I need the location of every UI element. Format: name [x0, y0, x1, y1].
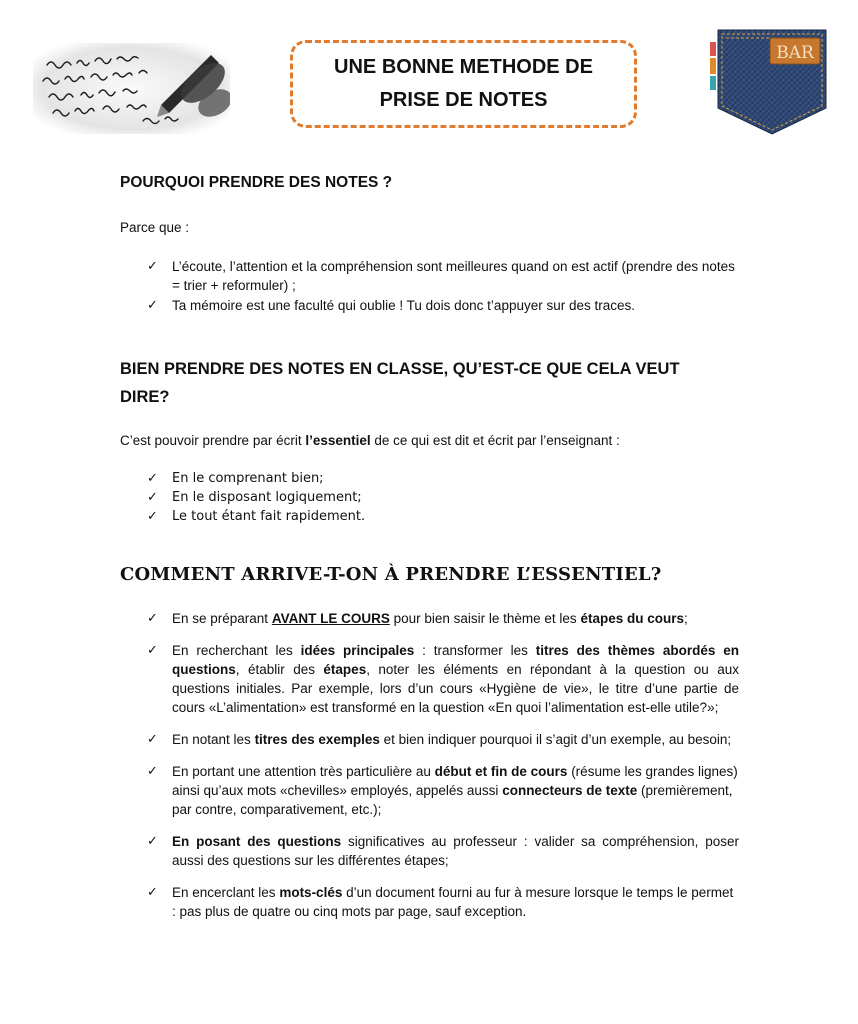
list-item	[147, 507, 739, 526]
handwriting-notes-image	[33, 43, 230, 134]
list-item	[147, 762, 739, 819]
list-item-text: En portant une attention très particulière au début et fin de cours (résume les grandes lignes) ainsi qu’aux mots «chevilles» employés, appelés aussi connecteurs de texte (premièrement, par contre, comparativement, etc.);	[172, 764, 738, 817]
list-item-text: En le disposant logiquement;	[172, 490, 362, 505]
list-item	[147, 257, 739, 295]
checkmark-icon: ✓	[147, 764, 158, 779]
list-item-text: En posant des questions significatives au professeur : valider sa compréhension, poser aussi des questions sur les différentes étapes;	[172, 834, 739, 868]
handwriting-illustration	[33, 43, 230, 134]
section2-heading-line1: BIEN PRENDRE DES NOTES EN CLASSE, QU’EST-CE QUE CELA VEUT	[120, 360, 680, 378]
list-item	[147, 730, 739, 749]
checkmark-icon: ✓	[147, 490, 158, 505]
checkmark-icon: ✓	[147, 298, 158, 313]
list-item	[147, 488, 739, 507]
list-item-text: Le tout étant fait rapidement.	[172, 509, 366, 524]
list-item	[147, 832, 739, 870]
intro-text: C’est pouvoir prendre par écrit	[120, 433, 306, 448]
section2-heading	[120, 355, 740, 411]
checkmark-icon: ✓	[147, 885, 158, 900]
list-item	[147, 469, 739, 488]
list-item-text: En le comprenant bien;	[172, 471, 324, 486]
list-item-text: En notant les titres des exemples et bien indiquer pourquoi il s’agit d’un exemple, au besoin;	[172, 732, 732, 747]
list-item-text: En se préparant AVANT LE COURS pour bien saisir le thème et les étapes du cours;	[172, 611, 688, 626]
section1-heading: POURQUOI PRENDRE DES NOTES ?	[120, 174, 393, 191]
section3-list	[147, 609, 739, 921]
section1-list	[147, 257, 739, 315]
checkmark-icon: ✓	[147, 509, 158, 524]
list-item	[147, 641, 739, 717]
list-item	[147, 296, 739, 315]
title-line-2: PRISE DE NOTES	[379, 89, 548, 111]
checkmark-icon: ✓	[147, 259, 158, 274]
denim-pocket-illustration	[710, 28, 828, 136]
list-item	[147, 883, 739, 921]
list-item	[147, 609, 739, 628]
pocket-label: BAR	[776, 43, 814, 63]
list-item-text: En encerclant les mots-clés d’un document fourni au fur à mesure lorsque le temps le permet : pas plus de quatre ou cinq mots par page, sauf exception.	[172, 885, 734, 919]
title-box	[290, 40, 637, 128]
list-item-text: Ta mémoire est une faculté qui oublie ! Tu dois donc t’appuyer sur des traces.	[172, 298, 636, 313]
denim-pocket-image	[710, 28, 828, 136]
checkmark-icon: ✓	[147, 471, 158, 486]
section2-list	[147, 469, 739, 526]
intro-emphasis: l’essentiel	[305, 433, 371, 448]
section1-intro: Parce que :	[120, 220, 190, 235]
list-item-text: L’écoute, l’attention et la compréhension sont meilleures quand on est actif (prendre des notes = trier + reformuler) ;	[172, 259, 735, 293]
checkmark-icon: ✓	[147, 611, 158, 626]
section3-heading: COMMENT ARRIVE-T-ON À PRENDRE L’ESSENTIEL?	[120, 564, 662, 585]
section2-intro	[120, 433, 620, 448]
checkmark-icon: ✓	[147, 732, 158, 747]
checkmark-icon: ✓	[147, 834, 158, 849]
intro-text: de ce qui est dit et écrit par l’enseignant :	[370, 433, 620, 448]
checkmark-icon: ✓	[147, 643, 158, 658]
section2-heading-line2: DIRE?	[120, 388, 170, 406]
list-item-text: En recherchant les idées principales : transformer les titres des thèmes abordés en questions, établir des étapes, noter les éléments en répondant à la question ou aux questions initiales. Par exemple, lors d’un cours «Hygiène de vie», le titre d’une partie de cours «L’alimentation» est transformé en la question «En quoi l’alimentation est-elle utile?»;	[172, 643, 739, 715]
title-line-1: UNE BONNE METHODE DE	[334, 56, 593, 78]
